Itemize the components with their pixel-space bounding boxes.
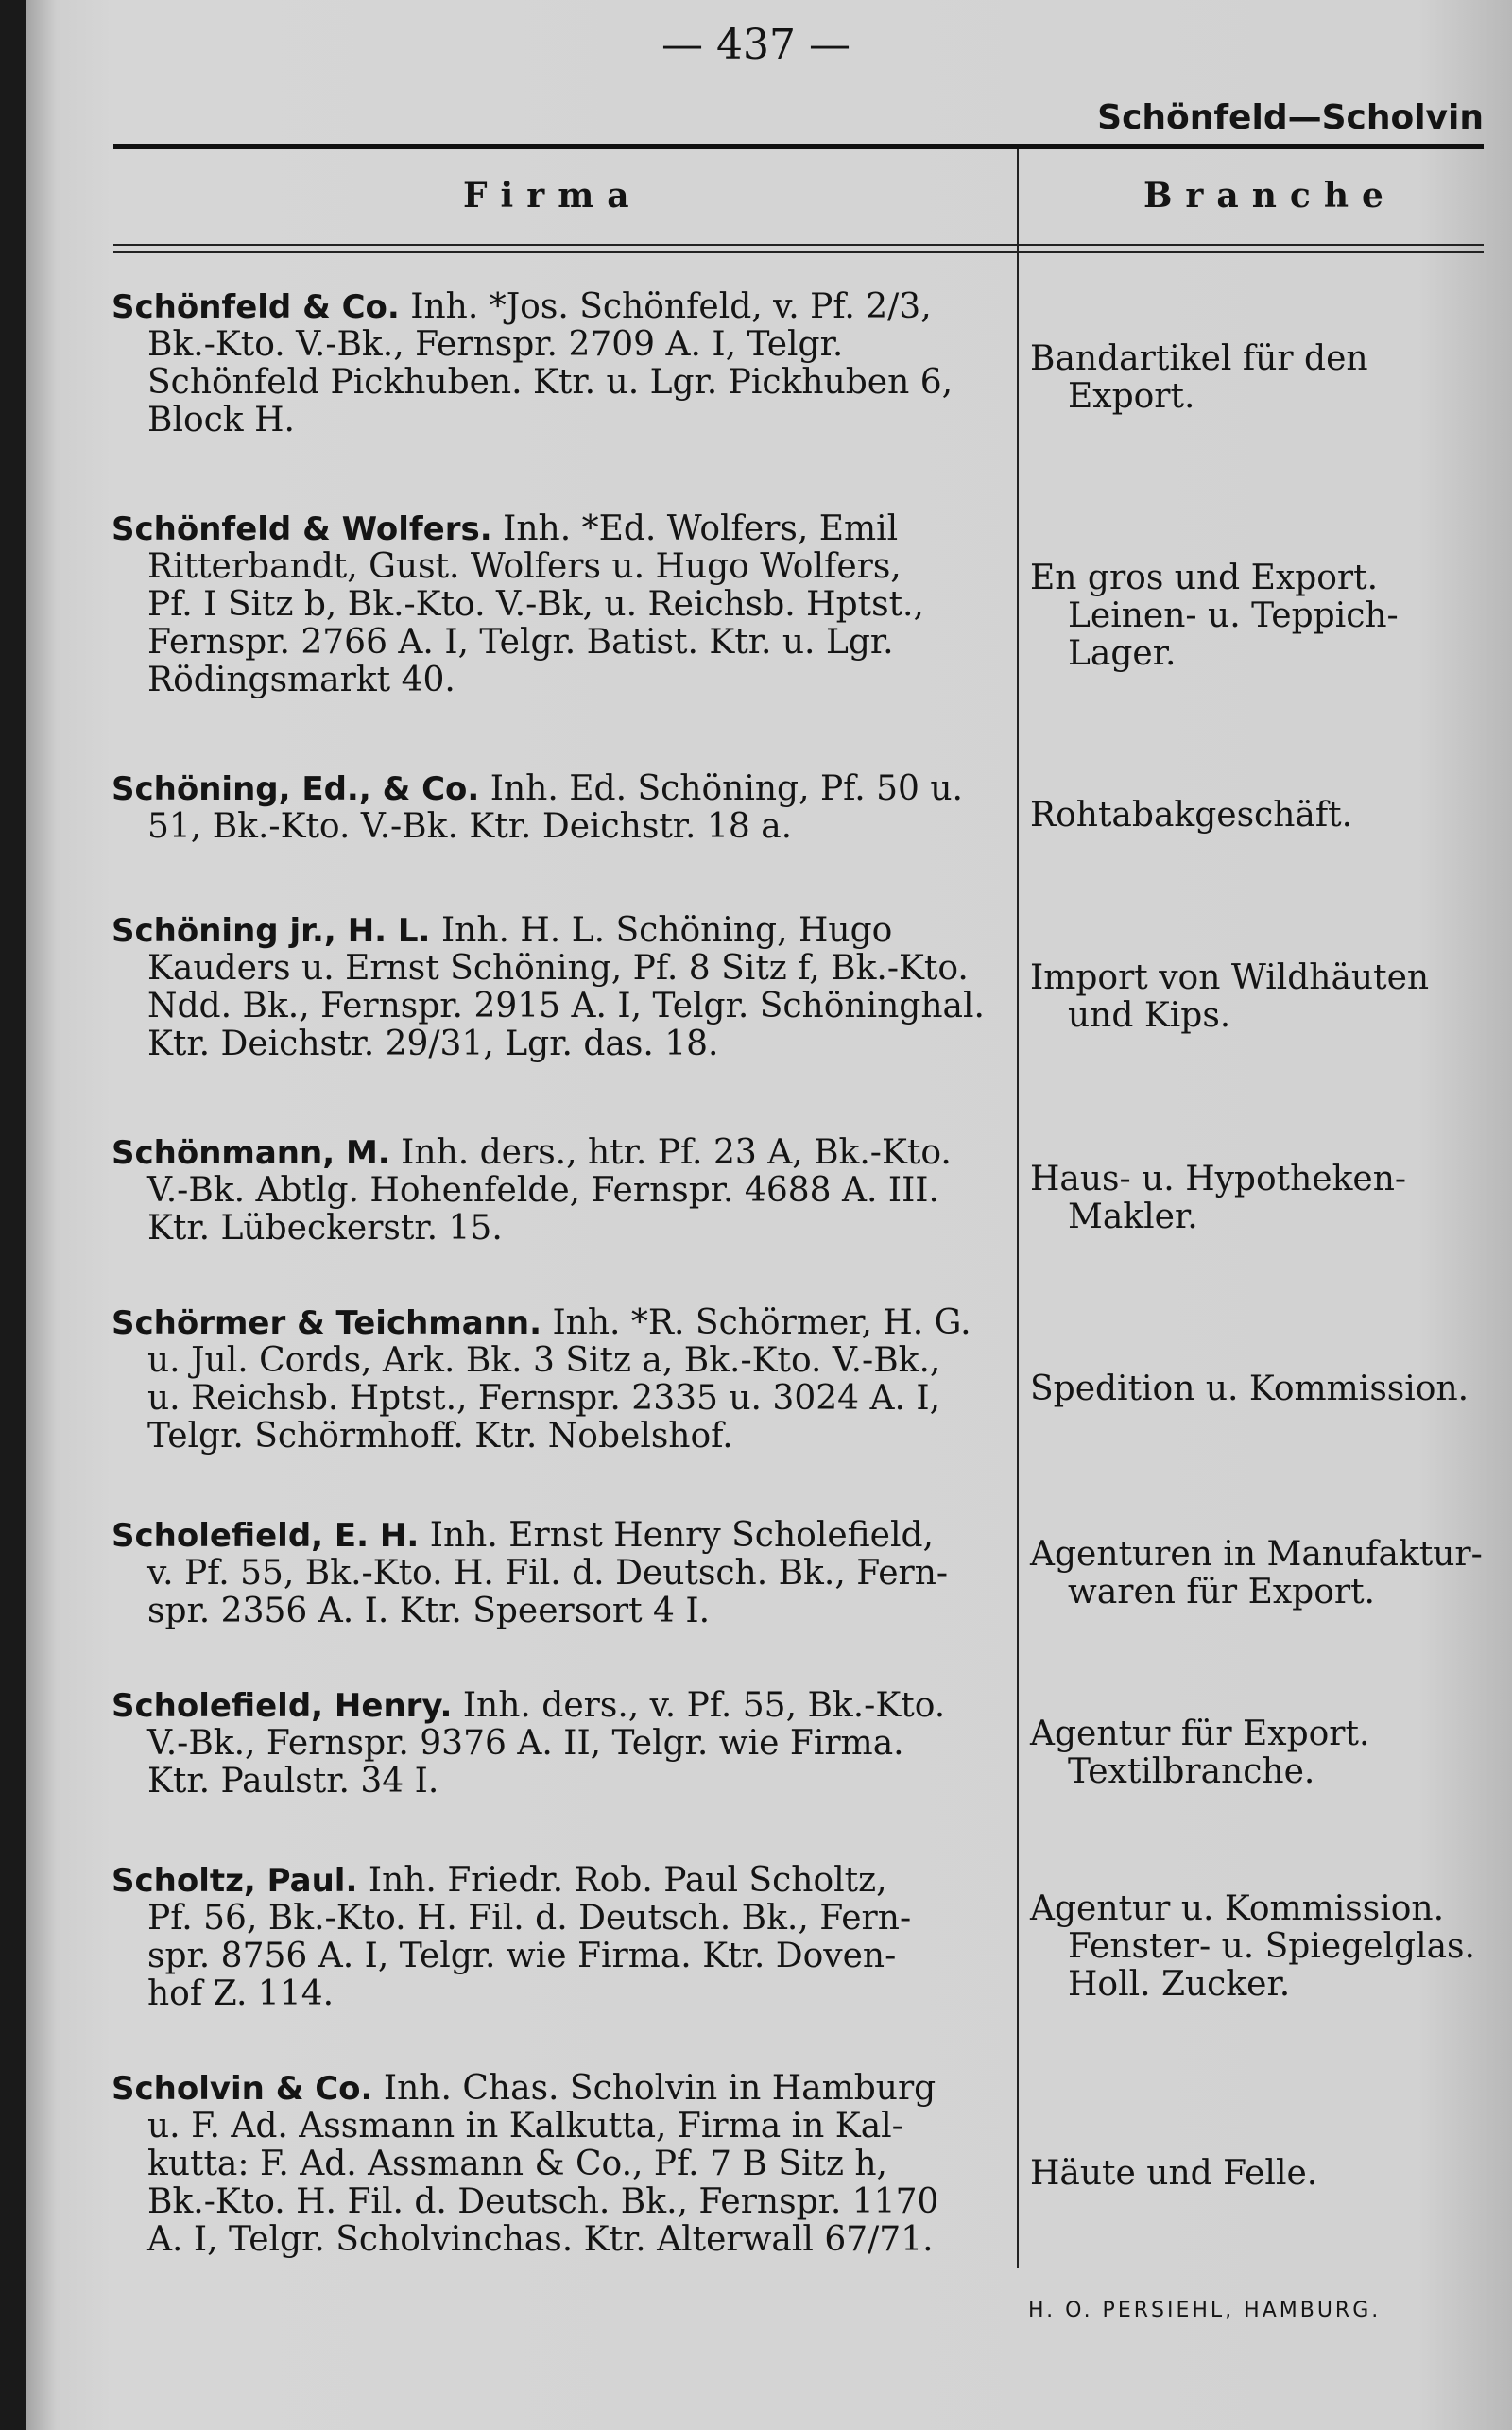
- branche-cell: [1030, 560, 1493, 673]
- branche-text: Bandartikel für den: [1030, 339, 1368, 378]
- entry-text: Inh. H. L. Schöning, Hugo: [440, 911, 893, 950]
- header-top-rule: [113, 144, 1484, 149]
- entry-text: kutta: F. Ad. Assmann & Co., Pf. 7 B Sitz h,: [147, 2145, 887, 2183]
- entry-text: Kauders u. Ernst Schöning, Pf. 8 Sitz f, Bk.-Kto.: [147, 949, 969, 988]
- branche-cell: [1030, 1536, 1493, 1611]
- entry-text: Pf. 56, Bk.-Kto. H. Fil. d. Deutsch. Bk., Fern-: [147, 1899, 912, 1938]
- firm-name: Scholefield, E. H.: [112, 1517, 420, 1555]
- entry-text: Pf. I Sitz b, Bk.-Kto. V.-Bk, u. Reichsb. Hptst.,: [147, 585, 924, 624]
- branche-text: Rohtabakgeschäft.: [1030, 796, 1353, 835]
- entry-text: v. Pf. 55, Bk.-Kto. H. Fil. d. Deutsch. Bk., Fern-: [147, 1554, 949, 1593]
- directory-entry: [112, 1862, 1005, 2013]
- branche-text: Makler.: [1068, 1198, 1198, 1236]
- header-bottom-rule-second: [113, 251, 1484, 253]
- entry-text: V.-Bk., Fernspr. 9376 A. II, Telgr. wie Firma.: [147, 1724, 904, 1763]
- entry-text: Rödingsmarkt 40.: [147, 661, 455, 699]
- entry-text: Ktr. Lübeckerstr. 15.: [147, 1209, 503, 1248]
- entry-text: V.-Bk. Abtlg. Hohenfelde, Fernspr. 4688 A. III.: [147, 1171, 939, 1210]
- entry-text: spr. 8756 A. I, Telgr. wie Firma. Ktr. Doven-: [147, 1937, 897, 1975]
- entry-text: Inh. Chas. Scholvin in Hamburg: [383, 2069, 936, 2108]
- printer-imprint: H. O. PERSIEHL, HAMBURG.: [1028, 2299, 1382, 2322]
- firm-name: Schönmann, M.: [112, 1134, 390, 1172]
- entry-text: Schönfeld Pickhuben. Ktr. u. Lgr. Pickhuben 6,: [147, 363, 954, 402]
- branche-cell: [1030, 959, 1493, 1035]
- firm-name: Schönfeld & Co.: [112, 288, 400, 326]
- header-bottom-rule: [113, 244, 1484, 246]
- firm-name: Scholefield, Henry.: [112, 1687, 453, 1725]
- branche-text: Haus- u. Hypotheken-: [1030, 1160, 1407, 1198]
- entry-text: Ndd. Bk., Fernspr. 2915 A. I, Telgr. Schöninghal.: [147, 987, 985, 1025]
- column-header-firma: Firma: [463, 176, 643, 215]
- firm-name: Schönfeld & Wolfers.: [112, 510, 492, 548]
- directory-entry: [112, 1134, 1005, 1248]
- entry-text: Telgr. Schörmhoff. Ktr. Nobelshof.: [147, 1417, 733, 1456]
- directory-entry: [112, 510, 1005, 699]
- entry-text: Ktr. Paulstr. 34 I.: [147, 1762, 439, 1801]
- directory-entry: [112, 1304, 1005, 1456]
- branche-text: Agentur u. Kommission.: [1030, 1889, 1445, 1928]
- branche-cell: [1030, 340, 1493, 416]
- firm-name: Scholtz, Paul.: [112, 1862, 358, 1900]
- entry-text: Inh. Friedr. Rob. Paul Scholtz,: [368, 1861, 887, 1900]
- entry-text: Fernspr. 2766 A. I, Telgr. Batist. Ktr. u. Lgr.: [147, 623, 894, 662]
- entry-text: spr. 2356 A. I. Ktr. Speersort 4 I.: [147, 1592, 711, 1630]
- directory-entry: [112, 288, 1005, 439]
- directory-entry: [112, 1517, 1005, 1630]
- entry-text: u. F. Ad. Assmann in Kalkutta, Firma in Kal-: [147, 2107, 903, 2146]
- entry-text: 51, Bk.-Kto. V.-Bk. Ktr. Deichstr. 18 a.: [147, 807, 793, 846]
- entry-text: Bk.-Kto. H. Fil. d. Deutsch. Bk., Fernspr. 1170: [147, 2182, 939, 2221]
- entry-text: hof Z. 114.: [147, 1974, 335, 2013]
- entry-text: Block H.: [147, 401, 295, 439]
- branche-text: waren für Export.: [1068, 1573, 1376, 1611]
- firm-name: Schöning, Ed., & Co.: [112, 770, 480, 808]
- entry-text: u. Jul. Cords, Ark. Bk. 3 Sitz a, Bk.-Kto. V.-Bk.,: [147, 1341, 941, 1380]
- branche-text: Textilbranche.: [1068, 1752, 1315, 1791]
- branche-text: Häute und Felle.: [1030, 2154, 1318, 2193]
- branche-text: Lager.: [1068, 634, 1177, 673]
- firm-name: Scholvin & Co.: [112, 2070, 373, 2108]
- entry-text: Bk.-Kto. V.-Bk., Fernspr. 2709 A. I, Telgr.: [147, 325, 844, 364]
- branche-cell: [1030, 797, 1493, 835]
- book-spine-shadow: [0, 0, 26, 2430]
- entry-text: Inh. *Jos. Schönfeld, v. Pf. 2/3,: [410, 287, 932, 326]
- running-head: Schönfeld—Scholvin: [1097, 98, 1484, 137]
- branche-cell: [1030, 1715, 1493, 1791]
- branche-text: Import von Wildhäuten: [1030, 958, 1430, 997]
- directory-entry: [112, 1687, 1005, 1801]
- branche-text: und Kips.: [1068, 996, 1231, 1035]
- directory-entry: [112, 912, 1005, 1063]
- page-number: — 437 —: [662, 21, 850, 69]
- branche-cell: [1030, 1370, 1493, 1408]
- entry-text: Inh. Ernst Henry Scholefield,: [429, 1516, 934, 1555]
- branche-text: Leinen- u. Teppich-: [1068, 596, 1399, 635]
- entry-text: Inh. *Ed. Wolfers, Emil: [503, 509, 899, 548]
- branche-text: En gros und Export.: [1030, 559, 1379, 597]
- branche-cell: [1030, 1890, 1493, 2004]
- branche-text: Agenturen in Manufaktur-: [1030, 1535, 1483, 1574]
- branche-cell: [1030, 2155, 1493, 2193]
- branche-text: Agentur für Export.: [1030, 1715, 1370, 1753]
- entry-text: Inh. ders., htr. Pf. 23 A, Bk.-Kto.: [401, 1133, 952, 1172]
- branche-text: Holl. Zucker.: [1068, 1965, 1291, 2004]
- firm-name: Schörmer & Teichmann.: [112, 1304, 541, 1342]
- entry-text: Ritterbandt, Gust. Wolfers u. Hugo Wolfers,: [147, 547, 902, 586]
- entry-text: Ktr. Deichstr. 29/31, Lgr. das. 18.: [147, 1025, 719, 1063]
- branche-text: Fenster- u. Spiegelglas.: [1068, 1927, 1475, 1966]
- directory-entry: [112, 770, 1005, 846]
- directory-entry: [112, 2070, 1005, 2259]
- branche-cell: [1030, 1161, 1493, 1236]
- entry-text: u. Reichsb. Hptst., Fernspr. 2335 u. 3024 A. I,: [147, 1379, 941, 1418]
- branche-text: Spedition u. Kommission.: [1030, 1370, 1469, 1408]
- column-divider: [1017, 149, 1019, 2268]
- entry-text: Inh. Ed. Schöning, Pf. 50 u.: [490, 769, 963, 808]
- entry-text: Inh. *R. Schörmer, H. G.: [552, 1303, 971, 1342]
- branche-text: Export.: [1068, 377, 1195, 416]
- firm-name: Schöning jr., H. L.: [112, 912, 431, 950]
- entry-text: A. I, Telgr. Scholvinchas. Ktr. Alterwall 67/71.: [147, 2220, 934, 2259]
- column-header-branche: Branche: [1143, 176, 1397, 215]
- entry-text: Inh. ders., v. Pf. 55, Bk.-Kto.: [462, 1686, 946, 1725]
